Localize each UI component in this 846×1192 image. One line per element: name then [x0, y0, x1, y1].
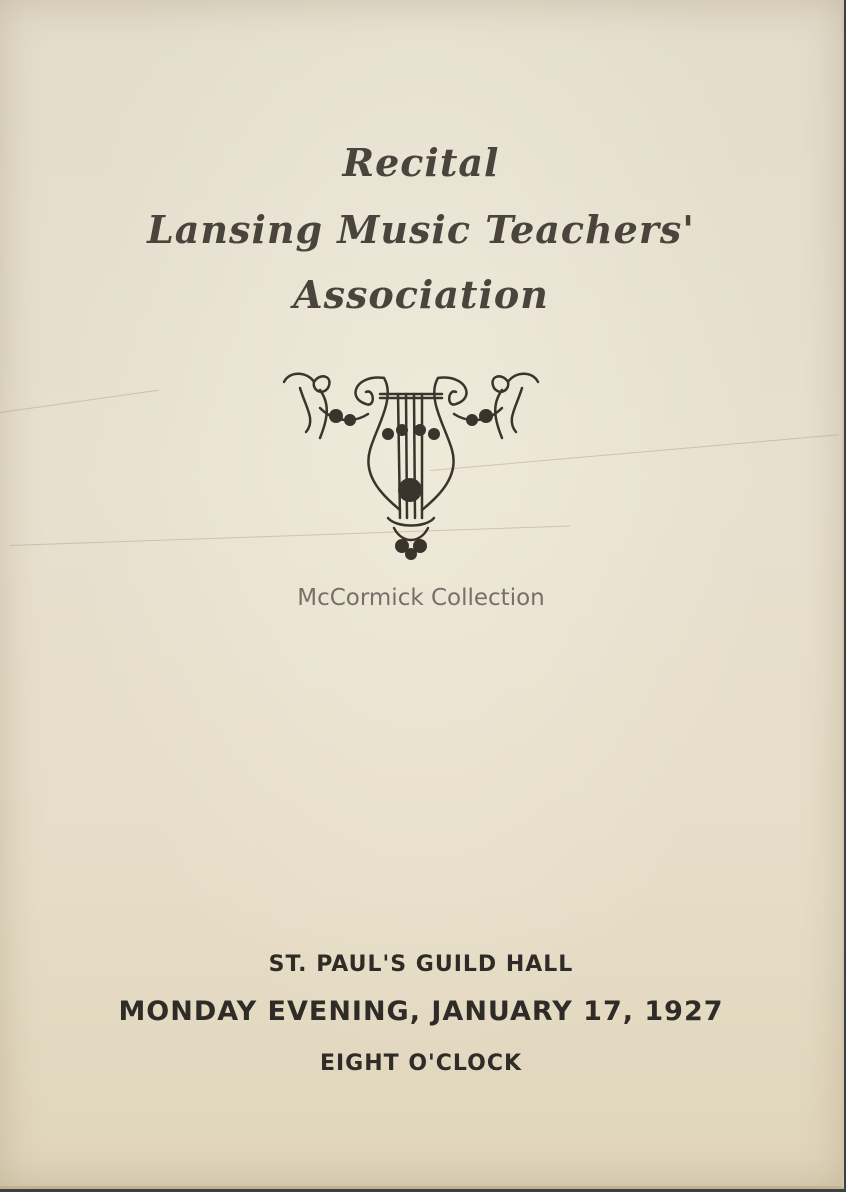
paper-crease	[0, 390, 159, 413]
lyre-icon	[276, 368, 546, 564]
venue-text: ST. PAUL'S GUILD HALL	[268, 952, 574, 977]
event-date: MONDAY EVENING, JANUARY 17, 1927	[118, 996, 724, 1027]
event-time: EIGHT O'CLOCK	[319, 1051, 523, 1076]
organization-name-continued: Association	[293, 272, 549, 317]
program-title: Recital	[342, 140, 500, 185]
organization-name: Lansing Music Teachers'	[147, 207, 695, 252]
watermark-text: McCormick Collection	[297, 585, 545, 611]
